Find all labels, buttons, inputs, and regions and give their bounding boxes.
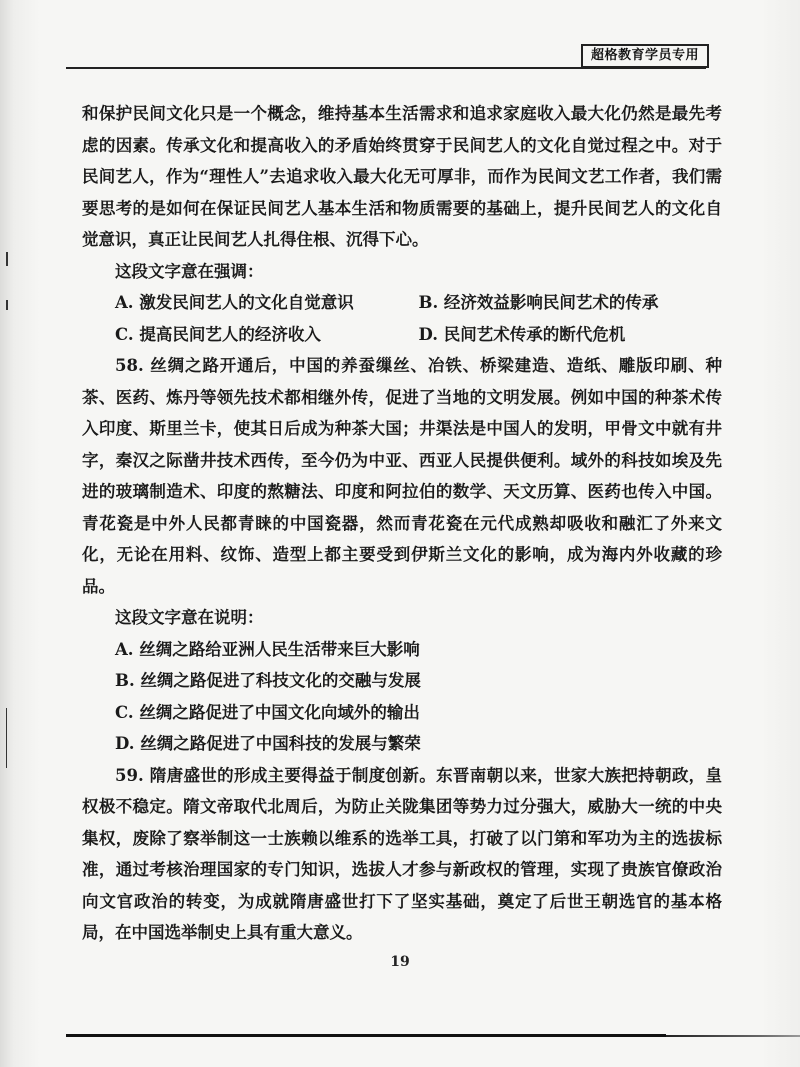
q57-options-row-1 bbox=[82, 287, 722, 319]
q57-prompt: 这段文字意在强调： bbox=[115, 261, 264, 281]
page-number: 19 bbox=[390, 954, 410, 970]
q57-option-c: C. 提高民间艺人的经济收入 bbox=[115, 324, 321, 344]
binding-mark bbox=[6, 708, 7, 768]
q58-prompt: 这段文字意在说明： bbox=[115, 608, 264, 627]
footer-rule bbox=[66, 1034, 666, 1037]
passage-57-tail: 和保护民间文化只是一个概念，维持基本生活需求和追求家庭收入最大化仍然是最先考虑的因素。传承文化和提高收入的矛盾始终贯穿于民间艺人的文化自觉过程之中。对于民间艺人，作为“理性人”去追求收入最大化无可厚非，而作为民间文艺工作者，我们需要思考的是如何在保证民间艺人基本生活和物质需要的基础上，提升民间艺人的文化自觉意识，真正让民间艺人扎得住根、沉得下心。 bbox=[82, 104, 722, 249]
q58-option-d: D. 丝绸之路促进了中国科技的发展与繁荣 bbox=[115, 734, 421, 753]
q57-option-a: A. 激发民间艺人的文化自觉意识 bbox=[115, 293, 354, 312]
q58-option-b: B. 丝绸之路促进了科技文化的交融与发展 bbox=[115, 671, 421, 690]
binding-mark bbox=[6, 300, 8, 310]
header-rule bbox=[66, 67, 706, 69]
binding-mark bbox=[6, 252, 8, 266]
q58-passage: 58. 丝绸之路开通后，中国的养蚕缫丝、冶铁、桥梁建造、造纸、雕版印刷、种茶、医药、炼丹等领先技术都相继外传，促进了当地的文明发展。例如中国的种茶术传入印度、斯里兰卡，使其日后成为种茶大国；井渠法是中国人的发明，甲骨文中就有井字，秦汉之际凿井技术西传，至今仍为中亚、西亚人民提供便利。域外的科技如埃及先进的玻璃制造术、印度的熬糖法、印度和阿拉伯的数学、天文历算、医药也传入中国。青花瓷是中外人民都青睐的中国瓷器，然而青花瓷在元代成熟却吸收和融汇了外来文化，无论在用料、纹饰、造型上都主要受到伊斯兰文化的影响，成为海内外收藏的珍品。 bbox=[82, 356, 722, 596]
header-badge: 超格教育学员专用 bbox=[581, 44, 709, 68]
q58-option-c: C. 丝绸之路促进了中国文化向域外的输出 bbox=[115, 702, 420, 722]
footer-rule-tail bbox=[666, 1035, 800, 1037]
q58-option-a: A. 丝绸之路给亚洲人民生活带来巨大影响 bbox=[115, 639, 420, 659]
q57-options-row-2 bbox=[82, 319, 722, 351]
q57-option-d: D. 民间艺术传承的断代危机 bbox=[418, 324, 626, 344]
page-content bbox=[82, 98, 722, 949]
q57-option-b: B. 经济效益影响民间艺术的传承 bbox=[418, 293, 659, 312]
q59-passage: 59. 隋唐盛世的形成主要得益于制度创新。东晋南朝以来，世家大族把持朝政，皇权极不稳定。隋文帝取代北周后，为防止关陇集团等势力过分强大，威胁大一统的中央集权，废除了察举制这一士族赖以维系的选举工具，打破了以门第和军功为主的选拔标准，通过考核治理国家的专门知识，选拔人才参与新政权的管理，实现了贵族官僚政治向文官政治的转变，为成就隋唐盛世打下了坚实基础，奠定了后世王朝选官的基本格局，在中国选举制史上具有重大意义。 bbox=[82, 765, 722, 942]
